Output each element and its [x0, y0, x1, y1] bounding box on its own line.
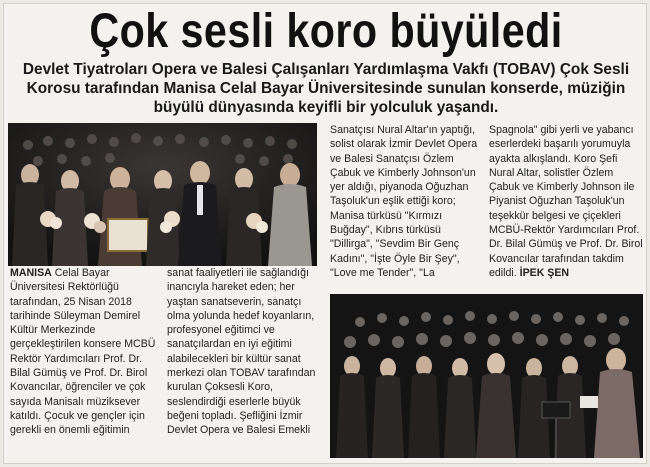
choir-photo: [330, 294, 643, 458]
byline: İPEK ŞEN: [519, 266, 570, 279]
article-column-3: [330, 123, 478, 291]
dateline: MANISA: [10, 267, 52, 279]
headline: Çok sesli koro büyüledi: [89, 5, 563, 58]
article-column-1: [10, 266, 160, 462]
column-2-text: sanat faaliyetleri ile sağlandığı inancıyla hareket eden; her yaştan sanatseverin, sanatçı olma yolunda hedef koyanların, profesyonel eğitimci ve sanatçılardan en iyi eğitimi alabilecekleri bir kültür sanat merkezi olan TOBAV tarafından kurulan Çoksesli Koro, seslendirdiği eserlerle büyük beğeni topladı. Şefliğini İzmir Devlet Opera ve Balesi Emekli: [167, 267, 316, 437]
ceremony-photo: [8, 123, 317, 266]
column-3-text: Sanatçısı Nural Altar'ın yaptığı, solist olarak İzmir Devlet Opera ve Balesi Sanatçısı Özlem Çabuk ve Kimberly Johnson'un yer aldığı, piyanoda Oğuzhan Taşoluk'un eşlik ettiği koro; Manisa türküsü "Kırmızı Buğday", Kıbrıs türküsü "Dillirga", "Sevdim Bir Genç Kadını", "İşte Öyle Bir Şey", "Love me Tender", "La: [330, 124, 478, 279]
column-1-paragraph: [10, 266, 160, 438]
article-column-2: [167, 266, 320, 462]
column-1-text: Celal Bayar Üniversitesi Rektörlüğü tarafından, 25 Nisan 2018 tarihinde Süleyman Demirel Kültür Merkezinde gerçekleştirilen konsere MCBÜ Rektör Yardımcıları Prof. Dr. Bilal Gümüş ve Prof. Dr. Birol Kovancılar, öğrenciler ve çok sayıda Manisalı müziksever katıldı. Çocuk ve gençler için gerekli en önemli eğitimin: [10, 267, 156, 437]
article-column-4: [489, 123, 644, 291]
deck-subheadline: Devlet Tiyatroları Opera ve Balesi Çalışanları Yardımlaşma Vakfı (TOBAV) Çok Sesli Korosu tarafından Manisa Celal Bayar Üniversitesinde sunulan konserde, müziğin büyülü dünyasında keyifli bir yolculuk yaşandı.: [22, 61, 630, 116]
ceremony-photo-illustration: [8, 123, 317, 266]
choir-photo-illustration: [330, 294, 643, 458]
newspaper-clipping: [3, 3, 647, 464]
column-4-text: Spagnola" gibi yerli ve yabancı eserlerdeki başarılı yorumuyla ayakta alkışlandı. Koro Şefi Nural Altar, solistler Özlem Çabuk ve Kimberly Johnson ile Piyanist Oğuzhan Taşoluk'un teşekkür belgesi ve çiçekleri MCBÜ-Rektör Yardımcıları Prof. Dr. Bilal Gümüş ve Prof. Dr. Birol Kovancılar tarafından takdim edildi.: [489, 124, 643, 279]
column-4-paragraph: [489, 123, 644, 280]
